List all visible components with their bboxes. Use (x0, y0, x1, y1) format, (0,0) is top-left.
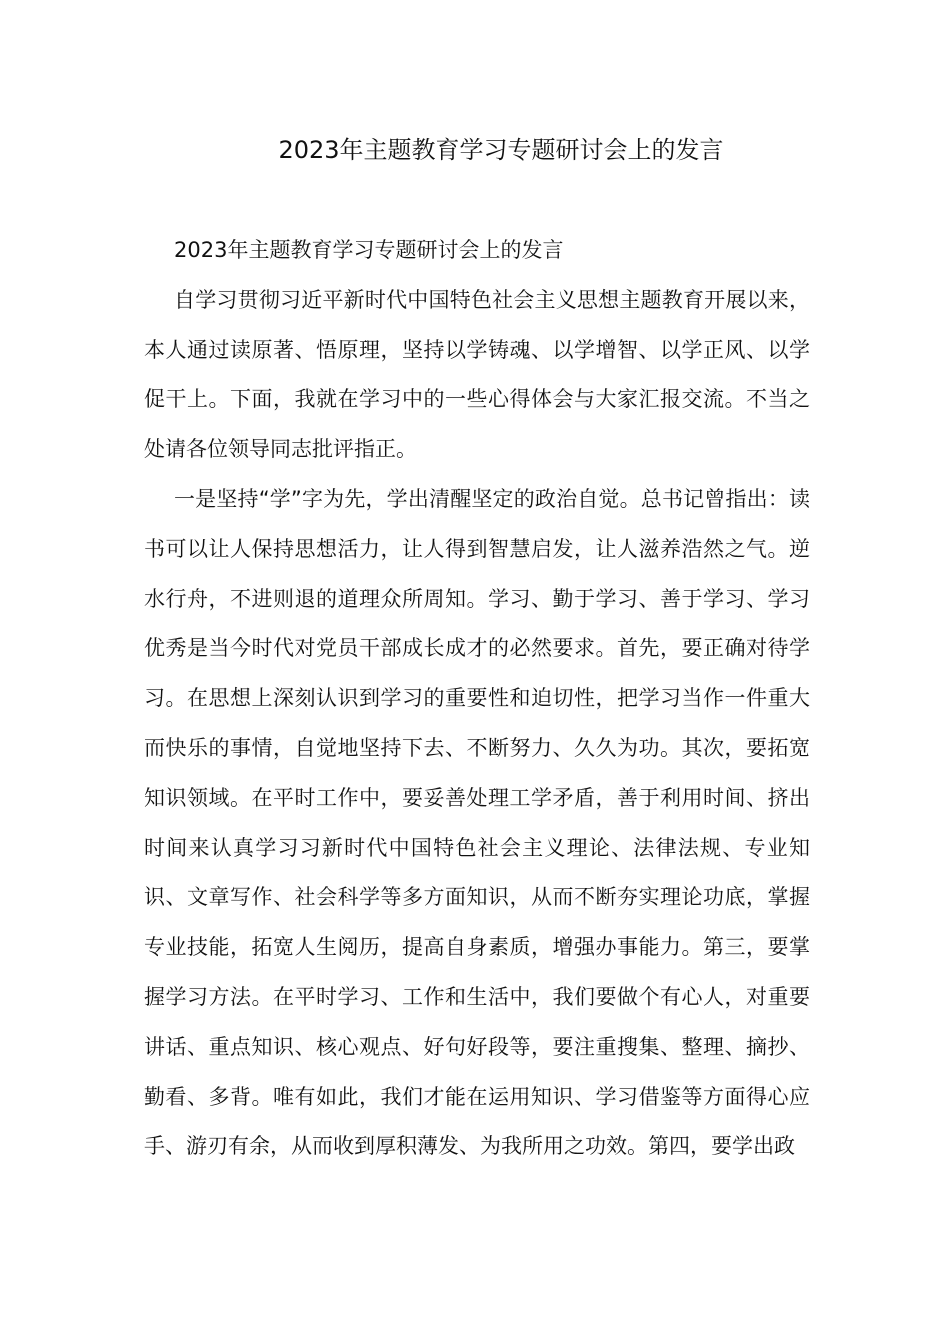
document-title: 2023年主题教育学习专题研讨会上的发言 (278, 136, 724, 164)
subtitle-paragraph: 2023年主题教育学习专题研讨会上的发言 (174, 238, 564, 262)
section-one-paragraph: 一是坚持“学”字为先，学出清醒坚定的政治自觉。总书记曾指出：读书可以让人保持思想活力，让人得到智慧启发，让人滋养浩然之气。逆水行舟，不进则退的道理众所周知。学习、勤于学习、善于学习、学习优秀是当今时代对党员干部成长成才的必然要求。首先，要正确对待学习。在思想上深刻认识到学习的重要性和迫切性，把学习当作一件重大而快乐的事情，自觉地坚持下去、不断努力、久久为功。其次，要拓宽知识领域。在平时工作中，要妥善处理工学矛盾，善于利用时间、挤出时间来认真学习习新时代中国特色社会主义理论、法律法规、专业知识、文章写作、社会科学等多方面知识，从而不断夯实理论功底，掌握专业技能，拓宽人生阅历，提高自身素质，增强办事能力。第三，要掌握学习方法。在平时学习、工作和生活中，我们要做个有心人，对重要讲话、重点知识、核心观点、好句好段等，要注重搜集、整理、摘抄、勤看、多背。唯有如此，我们才能在运用知识、学习借鉴等方面得心应手、游刃有余，从而收到厚积薄发、为我所用之功效。第四，要学出政 (144, 486, 810, 1159)
intro-paragraph: 自学习贯彻习近平新时代中国特色社会主义思想主题教育开展以来，本人通过读原著、悟原理，坚持以学铸魂、以学增智、以学正风、以学促干上。下面，我就在学习中的一些心得体会与大家汇报交流。不当之处请各位领导同志批评指正。 (144, 287, 810, 462)
document-body (144, 226, 810, 1172)
